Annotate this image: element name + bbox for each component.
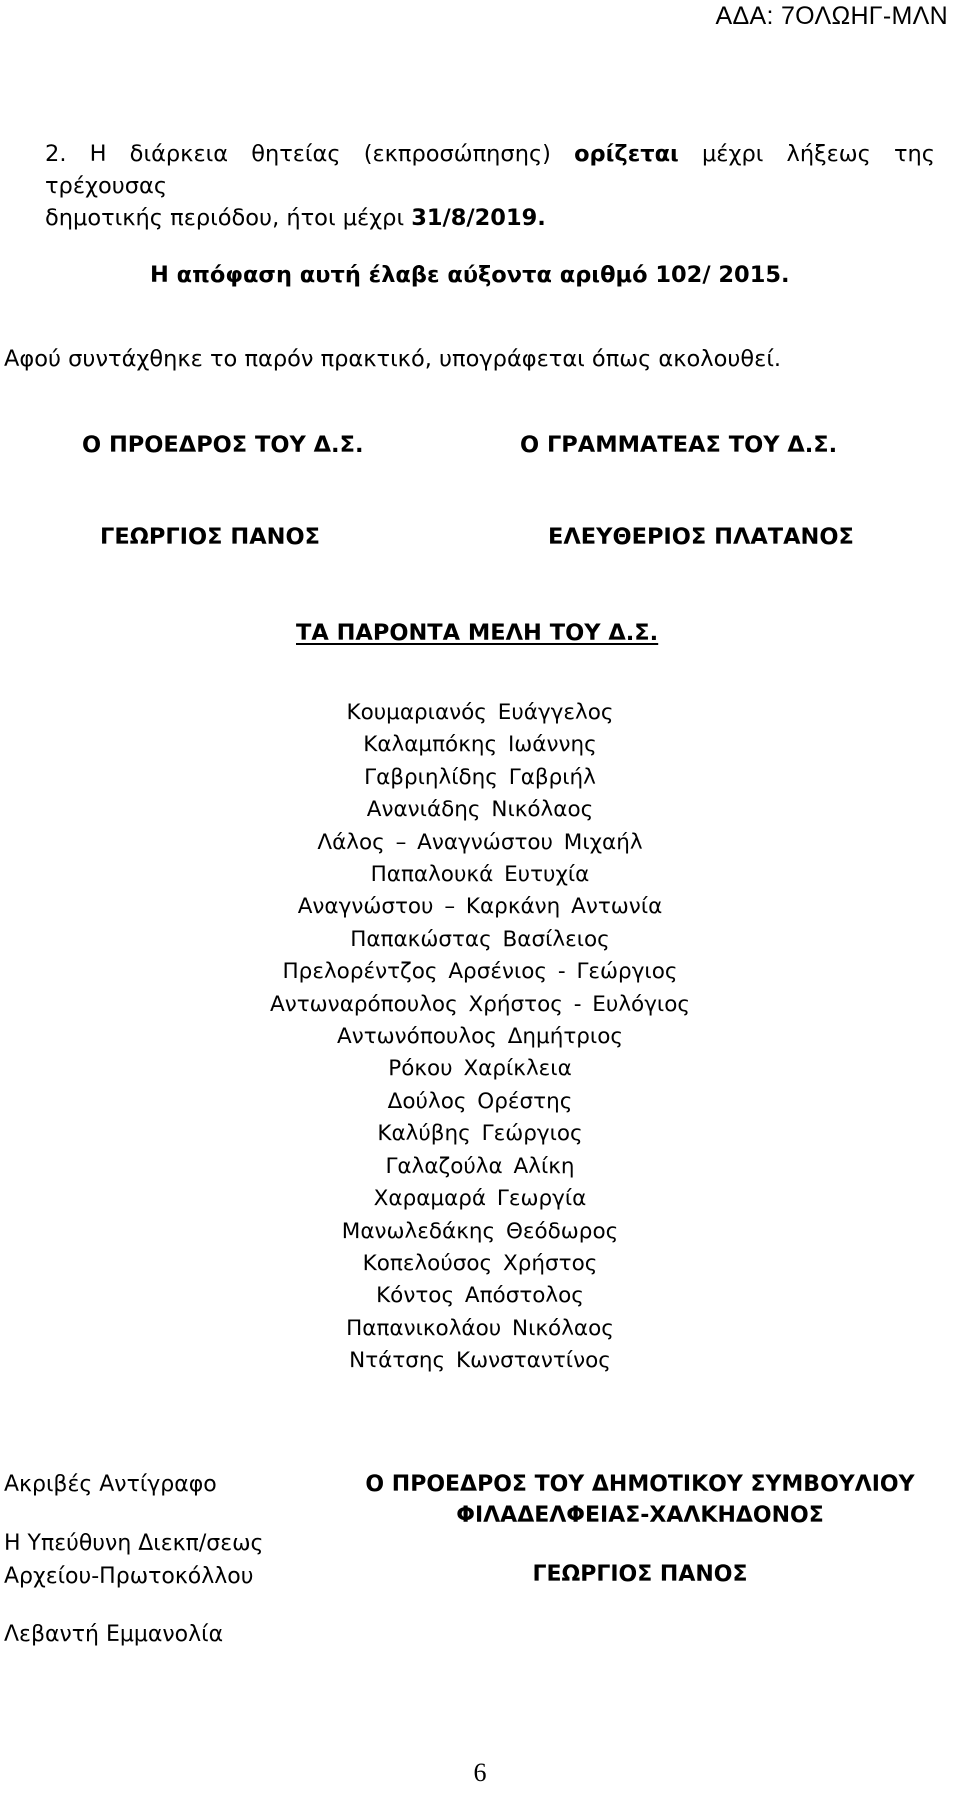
signature-intro: Αφού συντάχθηκε το παρόν πρακτικό, υπογράφεται όπως ακολουθεί. — [4, 346, 782, 372]
list-item: Αναγνώστου – Καρκάνη Αντωνία — [297, 894, 663, 920]
secretary-title: Ο ΓΡΑΜΜΑΤΕΑΣ ΤΟΥ Δ.Σ. — [520, 432, 838, 458]
copy-label: Ακριβές Αντίγραφο — [4, 1472, 217, 1497]
responsible-name: Λεβαντή Εμμανολία — [4, 1622, 224, 1647]
list-item: Ανανιάδης Νικόλαος — [366, 797, 594, 823]
president-title: Ο ΠΡΟΕΔΡΟΣ ΤΟΥ Δ.Σ. — [82, 432, 364, 458]
list-item: Κουμαριανός Ευάγγελος — [346, 700, 614, 725]
decision-number: Η απόφαση αυτή έλαβε αύξοντα αριθμό 102/ 2015. — [150, 262, 790, 288]
ada-code: ΑΔΑ: 7ΟΛΩΗΓ-ΜΛΝ — [715, 2, 948, 30]
list-item: Λάλος – Αναγνώστου Μιχαήλ — [317, 829, 643, 855]
list-item: Γαβριηλίδης Γαβριήλ — [364, 764, 596, 790]
list-item: Παπαλουκά Ευτυχία — [370, 862, 590, 888]
list-item: Ντάτσης Κωνσταντίνος — [349, 1348, 611, 1374]
page-number: 6 — [473, 1758, 487, 1787]
list-item: Πρελορέντζος Αρσένιος - Γεώργιος — [282, 959, 678, 985]
members-title: ΤΑ ΠΑΡΟΝΤΑ ΜΕΛΗ ΤΟΥ Δ.Σ. — [296, 620, 659, 646]
list-item: Αντωνόπουλος Δημήτριος — [337, 1024, 623, 1050]
list-item: Κόντος Απόστολος — [376, 1283, 584, 1309]
term-text-2: μέχρι λήξεως της τρέχουσας — [45, 141, 935, 199]
list-item: Δούλος Ορέστης — [387, 1088, 573, 1114]
list-item: Γαλαζούλα Αλίκη — [385, 1153, 575, 1179]
secretary-name: ΕΛΕΥΘΕΡΙΟΣ ΠΛΑΤΑΝΟΣ — [548, 524, 854, 550]
list-item: Αντωναρόπουλος Χρήστος - Ευλόγιος — [270, 991, 690, 1017]
list-item: Χαραμαρά Γεωργία — [373, 1186, 587, 1212]
list-item: Ρόκου Χαρίκλεια — [388, 1056, 572, 1082]
responsible-title: Η Υπεύθυνη Διεκπ/σεως — [4, 1531, 264, 1556]
responsible-department: Αρχείου-Πρωτοκόλλου — [4, 1564, 254, 1589]
list-item: Μανωλεδάκης Θεόδωρος — [341, 1218, 619, 1244]
list-item: Παπακώστας Βασίλειος — [350, 926, 610, 952]
term-paragraph — [45, 138, 935, 234]
council-president-title: Ο ΠΡΟΕΔΡΟΣ ΤΟΥ ΔΗΜΟΤΙΚΟΥ ΣΥΜΒΟΥΛΙΟΥ — [365, 1472, 915, 1497]
council-name: ΦΙΛΑΔΕΛΦΕΙΑΣ-ΧΑΛΚΗΔΟΝΟΣ — [456, 1503, 824, 1528]
term-bold-2: 31/8/2019. — [411, 205, 546, 231]
council-president-name: ΓΕΩΡΓΙΟΣ ΠΑΝΟΣ — [532, 1562, 748, 1587]
members-list — [0, 697, 960, 1378]
term-text-3: δημοτικής περιόδου, ήτοι μέχρι — [45, 205, 412, 231]
list-item: Κοπελούσος Χρήστος — [362, 1250, 598, 1276]
term-bold-1: ορίζεται — [574, 141, 679, 167]
term-text-1: 2. Η διάρκεια θητείας (εκπροσώπησης) — [45, 141, 575, 167]
term-paragraph-line2 — [45, 202, 935, 234]
list-item: Καλαμπόκης Ιωάννης — [363, 732, 597, 758]
president-name: ΓΕΩΡΓΙΟΣ ΠΑΝΟΣ — [100, 524, 320, 550]
term-paragraph-line1 — [45, 138, 935, 202]
list-item: Καλύβης Γεώργιος — [377, 1121, 583, 1147]
list-item: Παπανικολάου Νικόλαος — [346, 1315, 614, 1341]
